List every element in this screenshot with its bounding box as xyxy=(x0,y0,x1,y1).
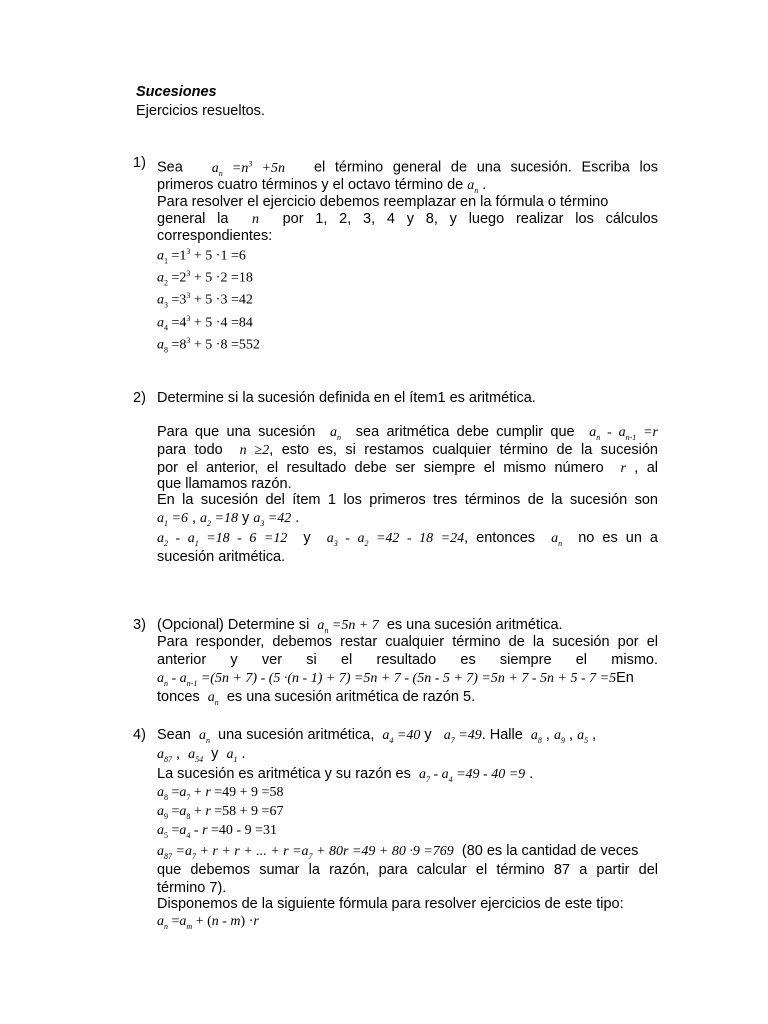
exercise-2-p7: $a_2 - a_1 =18 - 6 =12$ y $a_3 - a_2 =42 - 18 =24$, entonces $a_n$ no es un a xyxy=(157,530,658,548)
exercise-4-line-2: $a_{87}$ , $a_{54}$ y $a_1$ . xyxy=(157,746,246,764)
exercise-4-line-8: $a_{87} =a_7 + r + r$ + ... + $r =a_7 + 80r =49 + 80 \cdot 9 =769$ (80 es la cantidad de veces xyxy=(157,843,639,861)
equation-a8: $a_8 =8^3 + 5 \cdot 8 =552$ xyxy=(157,336,260,355)
exercise-3-line-5: tonces $a_n$ es una sucesión aritmética de razón 5. xyxy=(157,689,476,707)
equation-a9-ex4: $a_9 =a_8 + r =58 + 9 =67$ xyxy=(157,804,284,821)
formula-an: $a_n =n^3 +5n$ xyxy=(211,159,285,178)
exercise-3-line-1: (Opcional) Determine si $a_n =5n + 7$ es una sucesión aritmética. xyxy=(157,617,563,635)
exercise-2-line-1: Determine si la sucesión definida en el ítem1 es aritmética. xyxy=(157,390,536,406)
exercise-4-line-10: término 7). xyxy=(157,880,227,896)
equation-a3: $a_3 =3^3 + 5 \cdot 3 =42$ xyxy=(157,291,253,310)
exercise-3-line-3: anterior y ver si el resultado es siempre el mismo. xyxy=(157,652,658,668)
exercise-1-line-4: general la n por 1, 2, 3, 4 y 8, y luego realizar los cálculos xyxy=(157,211,658,227)
exercise-4-line-11: Disponemos de la siguiente fórmula para resolver ejercicios de este tipo: xyxy=(157,896,624,912)
exercise-2-p2: para todo n ≥2, esto es, si restamos cualquier término de la sucesión xyxy=(157,442,658,458)
exercise-2-p8: sucesión aritmética. xyxy=(157,549,286,565)
exercise-3-line-2: Para responder, debemos restar cualquier término de la sucesión por el xyxy=(157,634,658,650)
equation-a5-ex4: $a_5 =a_4 - r =40 - 9 =31$ xyxy=(157,823,277,840)
exercise-1-number: 1) xyxy=(133,155,146,171)
exercise-4-line-1: Sean $a_n$ una sucesión aritmética, $a_4 =40$ y $a_7 =49$. Halle $a_8$ , $a_9$ , $a_5$ , xyxy=(157,727,597,745)
exercise-4-number: 4) xyxy=(133,727,146,743)
exercise-2-p4: que llamamos razón. xyxy=(157,476,292,492)
equation-a8-ex4: $a_8 =a_7 + r =49 + 9 =58$ xyxy=(157,785,284,802)
exercise-1-line-1: Sea $a_n =n^3 +5n$ el término general de una sucesión. Escriba los xyxy=(157,159,659,178)
exercise-2-p3: por el anterior, el resultado debe ser siempre el mismo número r , al xyxy=(157,460,659,476)
exercise-1-line-5: correspondientes: xyxy=(157,228,273,244)
exercise-2-p6: $a_1 =6$ , $a_2 =18$ y $a_3 =42$ . xyxy=(157,510,300,528)
document-title: Sucesiones xyxy=(136,84,217,100)
exercise-1-line-2: primeros cuatro términos y el octavo término de $a_n$ . xyxy=(157,177,487,195)
exercise-2-number: 2) xyxy=(133,390,146,406)
exercise-2-p5: En la sucesión del ítem 1 los primeros tres términos de la sucesión son xyxy=(157,492,658,508)
equation-a4: $a_4 =4^3 + 5 \cdot 4 =84$ xyxy=(157,314,253,333)
exercise-2-p1: Para que una sucesión $a_n$ sea aritmética debe cumplir que $a_n - a_{n-1} =r$ xyxy=(157,424,659,442)
equation-a1: $a_1 =1^3 + 5 \cdot 1 =6$ xyxy=(157,247,246,266)
exercise-4-line-9: que debemos sumar la razón, para calcular el término 87 a partir del xyxy=(157,862,658,878)
exercise-4-line-3: La sucesión es aritmética y su razón es $a_7 - a_4 =49 - 40 =9$ . xyxy=(157,766,534,784)
equation-a2: $a_2 =2^3 + 5 \cdot 2 =18$ xyxy=(157,269,253,288)
exercise-3-line-4: $a_n - a_{n-1} =(5n + 7) - (5 \cdot(n - 1) + 7) =5n + 7 - (5n - 5 + 7) =5n + 7 - 5n + 5 - 7 =5En$ xyxy=(157,670,634,688)
document-subtitle: Ejercicios resueltos. xyxy=(136,103,265,119)
exercise-3-number: 3) xyxy=(133,617,146,633)
exercise-1-line-3: Para resolver el ejercicio debemos reemplazar en la fórmula o término xyxy=(157,194,609,210)
equation-general-formula: $a_n =a_m + (n - m) \cdot r$ xyxy=(157,914,259,931)
